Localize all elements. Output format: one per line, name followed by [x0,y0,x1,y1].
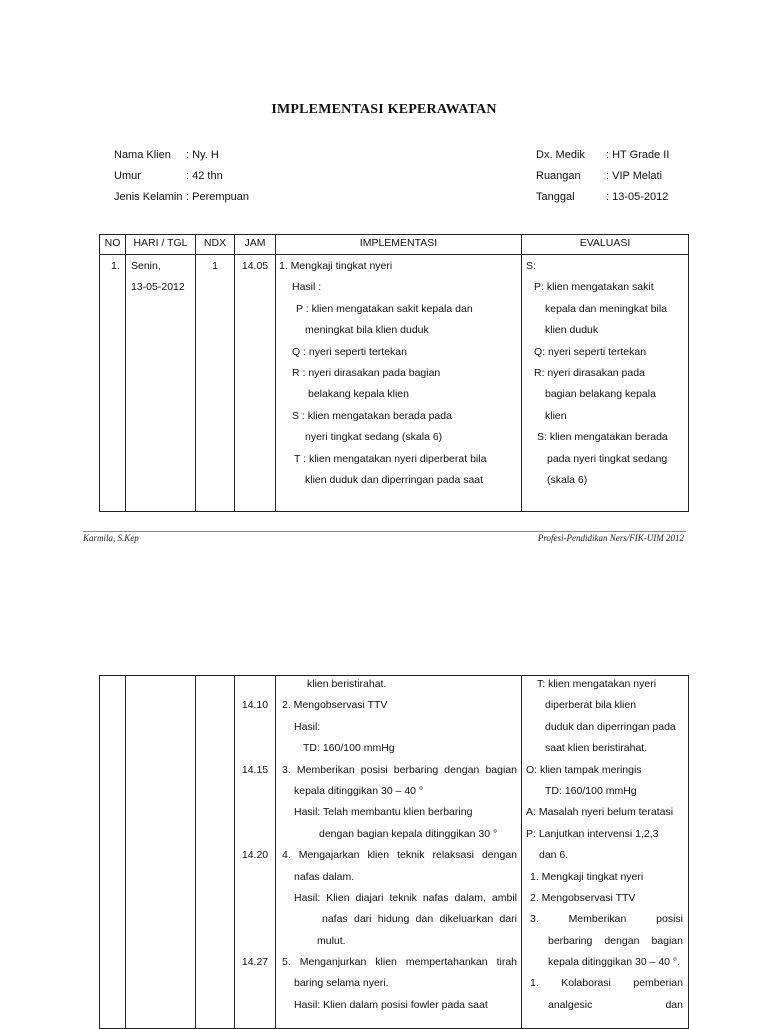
jam-value: 14.05 [241,260,269,272]
header-no: NO [100,235,126,255]
implementation-table-page2 [99,675,689,1029]
impl-line: TD: 160/100 mmHg [303,742,395,755]
eval-line: dan 6. [539,849,569,862]
eval-line: berbaring dengan bagian [548,934,683,947]
row-number: 1. [111,260,120,272]
eval-line: duduk dan diperringan pada [545,720,676,733]
document-title: IMPLEMENTASI KEPERAWATAN [271,102,497,117]
impl-line: 1. Mengkaji tingkat nyeri [279,260,393,272]
table-row [100,255,689,512]
info-label: Dx. Medik [536,149,585,161]
cell-implementasi [276,255,522,512]
jam-value [235,674,275,695]
jam-value [235,781,275,802]
impl-line: S : klien mengatakan berada pada [292,409,452,422]
jam-value [235,824,275,845]
impl-line: 2. Mengobservasi TTV [282,699,388,712]
header-ndx: NDX [196,235,235,255]
impl-line: klien duduk dan diperringan pada saat [305,473,484,486]
eval-line: analgesic dan [548,998,683,1011]
footer-institution: Profesi-Pendidikan Ners/FIK-UIM 2012 [537,533,684,543]
eval-line: kepala ditinggikan 30 – 40 °. [548,956,681,969]
info-row-umur [114,166,249,187]
info-value: : 13-05-2012 [606,191,669,203]
eval-line: (skala 6) [547,473,588,486]
cell-implementasi [276,676,522,1029]
eval-line: A: Masalah nyeri belum teratasi [526,806,674,819]
table-header-row [100,235,689,255]
jam-value [235,888,275,909]
info-row-dx-medik [536,145,669,166]
eval-line: 2. Mengobservasi TTV [530,891,636,904]
eval-line: 3. Memberikan posisi [530,913,683,926]
info-row-ruangan [536,166,669,187]
impl-line: klien beristirahat. [307,678,387,690]
jam-value [235,802,275,823]
cell-evaluasi [522,676,689,1029]
jam-value [235,909,275,930]
info-label: Ruangan [536,170,581,182]
info-label: Jenis Kelamin [114,191,183,203]
cell-evaluasi [522,255,689,512]
eval-line: klien duduk [545,324,599,337]
eval-line: O: klien tampak meringis [526,763,642,776]
info-value: : HT Grade II [606,149,670,161]
cell-day [126,676,196,1029]
impl-line: Hasil : [292,281,322,294]
jam-value: 14.27 [241,956,269,969]
impl-line: Hasil: Klien dalam posisi fowler pada saat [294,998,488,1011]
eval-line: S: [526,260,536,272]
cell-ndx [196,255,235,512]
jam-value [235,931,275,952]
client-info-left [114,145,249,208]
eval-line: T: klien mengatakan nyeri [537,678,657,690]
info-value: : Perempuan [186,191,249,203]
impl-line: nafas dari hidung dan dikeluarkan dari [322,913,517,926]
info-value: : 42 thn [186,170,223,182]
info-value: : Ny. H [186,149,219,161]
footer-divider [83,531,686,532]
impl-line: dengan bagian kepala ditinggikan 30 ° [319,827,498,840]
impl-line: Hasil: [294,720,321,733]
info-label: Nama Klien [114,149,171,161]
eval-line: bagian belakang kepala [545,388,656,401]
impl-line: 5. Menganjurkan klien mempertahankan tirah [282,956,517,969]
impl-line: 4. Mengajarkan klien teknik relaksasi dengan [282,849,517,862]
jam-value [235,867,275,888]
info-row-nama [114,145,249,166]
client-info-right [536,145,669,208]
info-row-tanggal [536,187,669,208]
eval-line: 1. Kolaborasi pemberian [530,977,683,990]
table-row [100,676,689,1029]
eval-line: 1. Mengkaji tingkat nyeri [530,870,644,883]
jam-value [235,738,275,759]
impl-line: kepala ditinggikan 30 – 40 ° [294,784,424,797]
info-label: Umur [114,170,141,182]
impl-line: baring selama nyeri. [294,977,389,990]
header-evaluasi: EVALUASI [522,235,689,255]
info-label: Tanggal [536,191,575,203]
eval-line: pada nyeri tingkat sedang [547,452,668,465]
impl-line: T : klien mengatakan nyeri diperberat bila [294,452,487,465]
eval-line: TD: 160/100 mmHg [545,784,637,797]
day-date: 13-05-2012 [131,281,185,294]
impl-line: P : klien mengatakan sakit kepala dan [296,302,473,315]
impl-line: R : nyeri dirasakan pada bagian [292,366,441,379]
eval-line: saat klien beristirahat. [545,742,648,755]
day-name: Senin, [131,260,161,272]
impl-line: Hasil: Klien diajari teknik nafas dalam, ambil [294,891,517,904]
eval-line: diperberat bila klien [545,699,637,712]
info-row-jenis-kelamin [114,187,249,208]
cell-jam [235,676,276,1029]
cell-no [100,676,126,1029]
impl-line: nyeri tingkat sedang (skala 6) [305,431,443,444]
jam-value: 14.15 [241,763,269,776]
jam-value: 14.20 [241,849,269,862]
impl-line: mulut. [317,934,346,947]
jam-value [235,717,275,738]
footer-author: Karmila, S.Kep [83,533,139,543]
eval-line: klien [545,409,567,422]
info-value: : VIP Melati [606,170,663,182]
eval-line: P: klien mengatakan sakit [534,281,654,294]
ndx-value: 1 [212,260,218,272]
eval-line: S: klien mengatakan berada [537,431,668,444]
header-hari-tgl: HARI / TGL [126,235,196,255]
impl-line: meningkat bila klien duduk [305,324,429,337]
eval-line: Q: nyeri seperti tertekan [534,345,647,358]
implementation-table-page1 [99,234,689,512]
jam-value [235,973,275,994]
eval-line: R: nyeri dirasakan pada [534,366,645,379]
cell-jam [235,255,276,512]
impl-line: belakang kepala klien [308,388,409,401]
impl-line: 3. Memberikan posisi berbaring dengan bagian [282,763,517,776]
impl-line: Q : nyeri seperti tertekan [292,345,407,358]
eval-line: kepala dan meningkat bila [545,302,668,315]
cell-day [126,255,196,512]
jam-value: 14.10 [241,699,269,712]
cell-no [100,255,126,512]
header-jam: JAM [235,235,276,255]
impl-line: nafas dalam. [294,870,355,883]
impl-line: Hasil: Telah membantu klien berbaring [294,806,473,819]
header-implementasi: IMPLEMENTASI [276,235,522,255]
jam-value [235,995,275,1016]
eval-line: P: Lanjutkan intervensi 1,2,3 [526,827,659,840]
cell-ndx [196,676,235,1029]
